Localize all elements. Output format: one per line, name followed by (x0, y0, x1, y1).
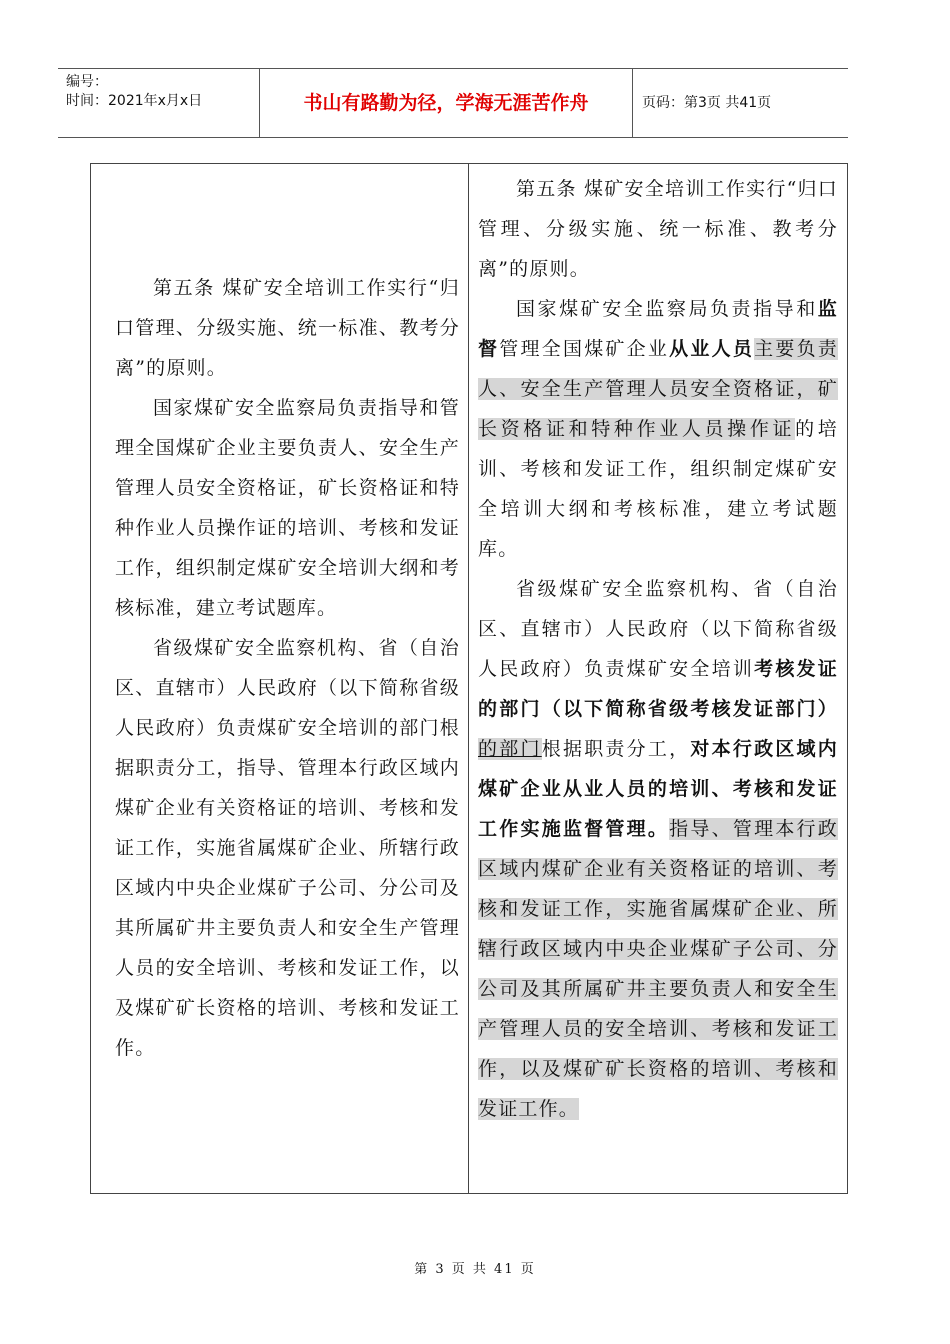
left-paragraph-2: 国家煤矿安全监察局负责指导和管理全国煤矿企业主要负责人、安全生产管理人员安全资格证，矿长资格证和特种作业人员操作证的培训、考核和发证工作，组织制定煤矿安全培训大纲和考核标准，建立考试题库。 (115, 397, 460, 619)
right-p2-text-f: 的培训、考核和发证工作，组织制定煤矿安全培训大纲和考核标准，建立考试题库。 (478, 418, 838, 560)
left-column (115, 268, 460, 1068)
right-p2-text-c: 管理全国煤矿企业 (499, 338, 670, 360)
time-label: 时间：2021年x月x日 (66, 93, 203, 109)
column-divider (468, 164, 469, 1193)
right-paragraph-1: 第五条 煤矿安全培训工作实行“归口管理、分级实施、统一标准、教考分离”的原则。 (478, 178, 838, 280)
number-label: 编号： (66, 74, 108, 90)
right-p2-text-a: 国家煤矿安全监察局负责指导和 (516, 298, 818, 320)
right-p2-added-supervise: 监督 (478, 298, 838, 360)
right-p3-text-a: 省级煤矿安全监察机构、省（自治区、直辖市）人民政府（以下简称省级人民政府）负责煤矿安全培训 (478, 578, 838, 680)
header-meta (58, 69, 260, 137)
left-paragraph-3: 省级煤矿安全监察机构、省（自治区、直辖市）人民政府（以下简称省级人民政府）负责煤矿安全培训的部门根据职责分工，指导、管理本行政区域内煤矿企业有关资格证的培训、考核和发证工作，实施省属煤矿企业、所辖行政区域内中央企业煤矿子公司、分公司及其所属矿井主要负责人和安全生产管理人员的安全培训、考核和发证工作，以及煤矿矿长资格的培训、考核和发证工作。 (115, 637, 460, 1059)
right-p3-deleted-dept: 的部门 (478, 738, 542, 760)
page-header (58, 68, 848, 138)
right-p3-deleted-text: 指导、管理本行政区域内煤矿企业有关资格证的培训、考核和发证工作，实施省属煤矿企业、所辖行政区域内中央企业煤矿子公司、分公司及其所属矿井主要负责人和安全生产管理人员的安全培训、考核和发证工作，以及煤矿矿长资格的培训、考核和发证工作。 (478, 818, 838, 1120)
header-page-label: 页码：第3页 共41页 (642, 95, 772, 111)
right-p2-deleted-text: 主要负责人、安全生产管理人员安全资格证，矿长资格证和特种作业人员操作证 (478, 338, 838, 440)
right-column (478, 169, 838, 1129)
left-paragraph-1: 第五条 煤矿安全培训工作实行“归口管理、分级实施、统一标准、教考分离”的原则。 (115, 277, 460, 379)
right-p3-added-dept: 考核发证的部门（以下简称省级考核发证部门） (478, 658, 838, 720)
right-paragraph-3 (478, 569, 838, 1129)
comparison-table (90, 163, 848, 1194)
header-motto: 书山有路勤为径，学海无涯苦作舟 (260, 69, 633, 137)
right-p3-added-supervision: 对本行政区域内煤矿企业从业人员的培训、考核和发证工作实施监督管理。 (478, 738, 838, 840)
right-paragraph-2 (478, 289, 838, 569)
right-p3-text-d: 根据职责分工， (541, 738, 691, 760)
right-p2-added-practitioners: 从业人员 (669, 338, 755, 360)
page-footer: 第 3 页 共 41 页 (414, 1262, 536, 1277)
